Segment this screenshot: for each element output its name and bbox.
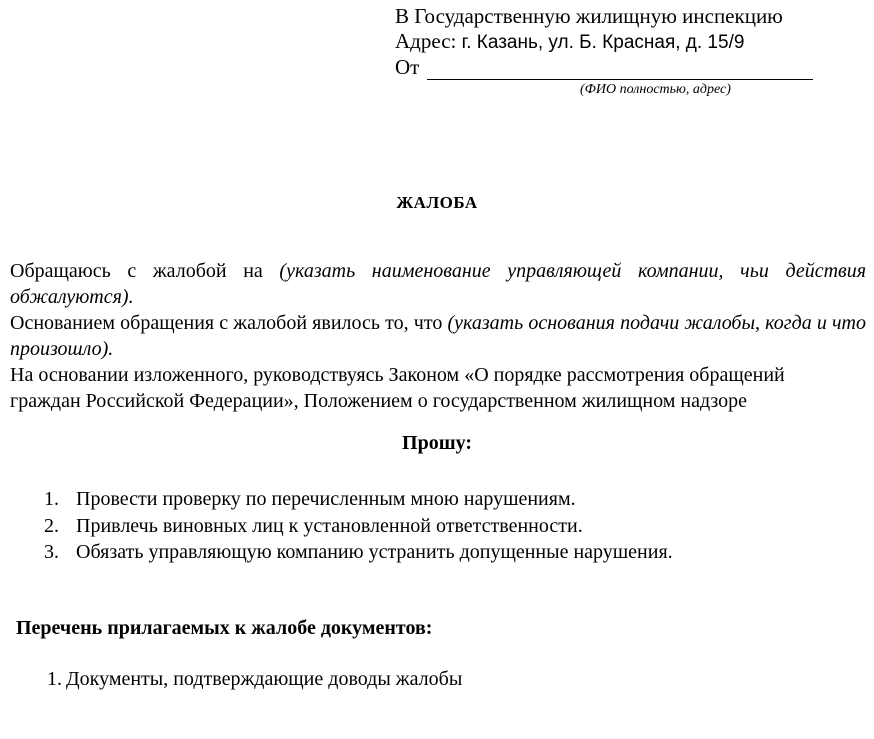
address-line — [395, 29, 813, 55]
address-value: г. Казань, ул. Б. Красная, д. 15/9 — [461, 32, 745, 53]
paragraph-grounds-text: Основанием обращения с жалобой явилось то, что — [10, 312, 448, 334]
paragraph-grounds-hint: (указать основания подачи жалобы, когда и что произошло). — [10, 312, 866, 360]
attachments-list — [47, 668, 462, 691]
list-item-number: 3. — [44, 541, 59, 563]
list-item-text: Привлечь виновных лиц к установленной ответственности. — [76, 514, 583, 537]
list-item — [47, 668, 462, 691]
list-item-number: 2. — [44, 514, 59, 537]
attachments-heading: Перечень прилагаемых к жалобе документов: — [16, 617, 433, 639]
request-list — [44, 486, 673, 566]
list-item-text: Провести проверку по перечисленным мною нарушениям. — [76, 488, 576, 510]
paragraph-legal-basis — [10, 362, 866, 414]
list-item-text: Документы, подтверждающие доводы жалобы — [66, 668, 463, 690]
document-title: ЖАЛОБА — [396, 193, 478, 212]
from-label: От — [395, 55, 420, 79]
legal-basis-line-1: На основании изложенного, руководствуясь Законом «О порядке рассмотрения обращений — [10, 364, 785, 386]
list-item — [44, 539, 673, 566]
paragraph-grounds — [10, 310, 866, 362]
request-heading: Прошу: — [402, 432, 472, 454]
legal-basis-line-2: граждан Российской Федерации», Положением о государственном жилищном надзоре — [10, 390, 748, 412]
list-item — [44, 513, 673, 540]
addressee-block — [395, 4, 813, 80]
list-item — [44, 486, 673, 513]
from-row — [395, 55, 813, 80]
addressee-line: В Государственную жилищную инспекцию — [395, 4, 783, 28]
paragraph-company — [10, 258, 866, 310]
list-item-number: 1. — [47, 668, 62, 690]
address-prefix: Адрес: — [395, 29, 457, 53]
paragraph-company-text: Обращаюсь с жалобой на — [10, 260, 280, 282]
list-item-text: Обязать управляющую компанию устранить допущенные нарушения. — [76, 541, 673, 563]
fio-hint: (ФИО полностью, адрес) — [580, 82, 731, 97]
list-item-number: 1. — [44, 488, 59, 510]
complaint-body — [10, 258, 866, 414]
from-blank-line — [427, 59, 813, 80]
paragraph-company-hint: (указать наименование управляющей компании, чьи действия обжалуются). — [10, 260, 866, 308]
